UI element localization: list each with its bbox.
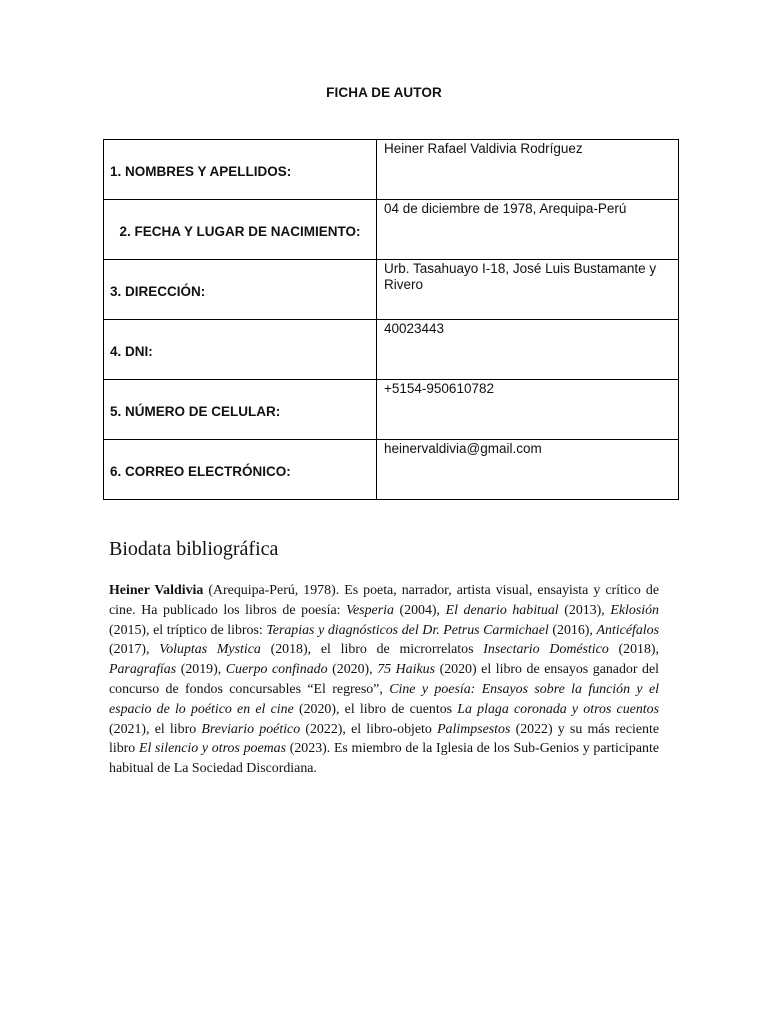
book-title: Vesperia bbox=[346, 602, 394, 618]
field-value-celular: +5154-950610782 bbox=[377, 380, 679, 440]
text-run: (2020), el libro de cuentos bbox=[293, 701, 458, 717]
table-row bbox=[104, 320, 679, 380]
field-value-dni: 40023443 bbox=[377, 320, 679, 380]
book-title: Cine y poesía: Ensayos sobre la función y el espacio de lo poético en el cine bbox=[109, 681, 659, 717]
field-label-direccion: 3. DIRECCIÓN: bbox=[104, 260, 377, 320]
table-row bbox=[104, 260, 679, 320]
biodata-heading: Biodata bibliográfica bbox=[109, 538, 279, 560]
field-value-nombres: Heiner Rafael Valdivia Rodríguez bbox=[377, 140, 679, 200]
text-run: (Arequipa-Perú, 1978). Es poeta, narrador, artista visual, ensayista y crítico de cine. Ha publicado los libros de poesía: bbox=[109, 583, 659, 618]
table-row bbox=[104, 380, 679, 440]
biodata-paragraph bbox=[109, 581, 659, 779]
book-title: La plaga coronada y otros cuentos bbox=[457, 701, 659, 717]
table-row bbox=[104, 440, 679, 500]
field-label-nombres: 1. NOMBRES Y APELLIDOS: bbox=[104, 140, 377, 200]
text-run: (2018), bbox=[608, 642, 660, 658]
field-value-nacimiento: 04 de diciembre de 1978, Arequipa-Perú bbox=[377, 200, 679, 260]
field-value-direccion: Urb. Tasahuayo I-18, José Luis Bustamante y Rivero bbox=[377, 260, 679, 320]
book-title: Palimpsestos bbox=[437, 721, 511, 737]
text-run: (2020), bbox=[327, 662, 378, 678]
field-value-correo: heinervaldivia@gmail.com bbox=[377, 440, 679, 500]
author-info-table bbox=[103, 139, 679, 500]
book-title: Terapias y diagnósticos del Dr. Petrus Carmichael bbox=[266, 622, 549, 638]
book-title: Insectario Doméstico bbox=[483, 642, 609, 658]
text-run: (2015), el tríptico de libros: bbox=[109, 622, 267, 638]
text-run: (2021), el libro bbox=[109, 721, 202, 737]
text-run: (2016), bbox=[548, 622, 597, 638]
text-run: (2004), bbox=[393, 602, 446, 618]
author-name: Heiner Valdivia bbox=[109, 583, 204, 598]
book-title: Cuerpo confinado bbox=[225, 662, 328, 678]
page-title: FICHA DE AUTOR bbox=[326, 85, 442, 100]
table-row bbox=[104, 140, 679, 200]
text-run: (2020) el libro de ensayos ganador del concurso de fondos concursables “El regreso”, bbox=[109, 662, 660, 697]
field-label-nacimiento: 2. FECHA Y LUGAR DE NACIMIENTO: bbox=[104, 200, 377, 260]
text-run: (2018), el libro de microrrelatos bbox=[260, 642, 484, 658]
book-title: Anticéfalos bbox=[596, 622, 660, 638]
book-title: 75 Haikus bbox=[377, 662, 436, 678]
field-label-correo: 6. CORREO ELECTRÓNICO: bbox=[104, 440, 377, 500]
text-run: (2023). Es miembro de la Iglesia de los Sub-Genios y participante habitual de La Sociedad Discordiana. bbox=[109, 741, 659, 777]
book-title: Paragrafías bbox=[109, 662, 177, 678]
text-run: (2017), bbox=[109, 642, 160, 658]
book-title: Voluptas Mystica bbox=[159, 642, 261, 658]
text-run: (2019), bbox=[176, 662, 226, 678]
text-run: (2022), el libro-objeto bbox=[300, 721, 438, 737]
book-title: Eklosión bbox=[610, 602, 659, 618]
field-label-celular: 5. NÚMERO DE CELULAR: bbox=[104, 380, 377, 440]
book-title: Breviario poético bbox=[201, 721, 301, 737]
table-row bbox=[104, 200, 679, 260]
book-title: El silencio y otros poemas bbox=[138, 741, 287, 757]
text-run: (2022) y su más reciente libro bbox=[109, 721, 659, 757]
field-label-dni: 4. DNI: bbox=[104, 320, 377, 380]
book-title: El denario habitual bbox=[445, 602, 559, 618]
text-run: (2013), bbox=[558, 602, 611, 618]
